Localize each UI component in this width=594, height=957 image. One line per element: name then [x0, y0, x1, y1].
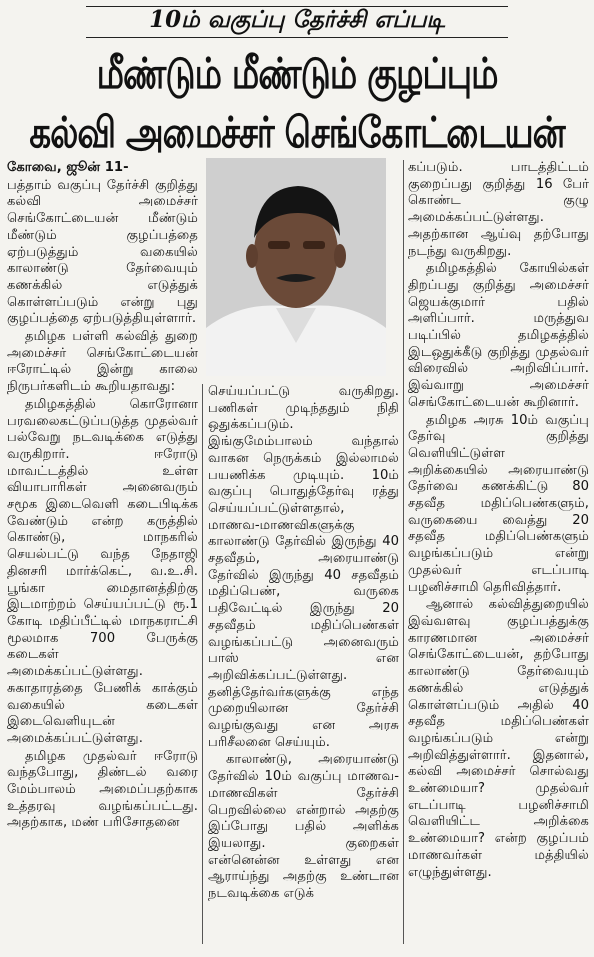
paragraph: செய்யப்பட்டு வருகிறது. பணிகள் முடிந்ததும் நிதி ஒதுக்கப்படும். இங்குமேம்பாலம் வந்தால் வாகன நெருக்கம் இல்லாமல் பயணிக்க முடியும். 10ம் வகுப்பு பொதுத்தேர்வு ரத்து செய்யப்பட்டுள்ளதால், மாணவ-மாணவிகளுக்கு காலாண்டு தேர்வில் இருந்து 40 சதவீதம், அரையாண்டு தேர்வில் இருந்து 40 சதவீதம் மதிப்பெண், வருகை பதிவேட்டில் இருந்து 20 சதவீதம் மதிப்பெண்கள் வழங்கப்பட்டு அனைவரும் பாஸ் என அறிவிக்கப்பட்டுள்ளது. தனித்தேர்வர்களுக்கு எந்த முறையிலான தேர்ச்சி வழங்குவது என அரசு பரிசீலனை செய்யும்.: [208, 384, 399, 750]
column-divider: [403, 384, 404, 944]
headline-line-2: கல்வி அமைச்சர் செங்கோட்டையன்: [29, 108, 565, 158]
dateline-paragraph: [7, 160, 198, 177]
column-divider: [403, 160, 404, 384]
headline-line-1: மீண்டும் மீண்டும் குழப்பும்: [96, 49, 498, 99]
kicker: 10ம் வகுப்பு தேர்ச்சி எப்படி: [149, 6, 445, 33]
paragraph: தமிழக முதல்வர் ஈரோடு வந்தபோது, திண்டல் வரை மேம்பாலம் அமைப்பதற்காக உத்தரவு வழங்கப்பட்டது. அதற்காக, மண் பரிசோதனை: [7, 748, 198, 831]
paragraph: தமிழகத்தில் கோயில்கள் திறப்பது குறித்து அமைச்சர் ஜெயக்குமார் பதில் அளிப்பார். மருத்துவ படிப்பில் தமிழகத்தில் இடஒதுக்கீடு குறித்து முதல்வர் விரைவில் அறிவிப்பார். இவ்வாறு அமைச்சர் செங்கோட்டையன் கூறினார்.: [408, 261, 589, 410]
column-3: [408, 160, 589, 955]
paragraph: தமிழக பள்ளி கல்வித் துறை அமைச்சர் செங்கோட்டையன் ஈரோட்டில் இன்று காலை நிருபர்களிடம் கூறியதாவது:: [7, 329, 198, 395]
column-2: [208, 384, 399, 954]
paragraph: ஆனால் கல்வித்துறையில் இவ்வளவு குழப்பத்துக்கு காரணமான அமைச்சர் செங்கோட்டையன், தற்போது காலாண்டு தேர்வையும் கணக்கில் எடுத்துக் கொள்ளப்படும் அதில் 40 சதவீத மதிப்பெண்கள் வழங்கப்படும் என்று அறிவித்துள்ளார். இதனால், கல்வி அமைச்சர் சொல்வது உண்மையா? முதல்வர் எடப்பாடி பழனிச்சாமி வெளியிட்ட அறிக்கை உண்மையா? என்ற குழப்பம் மாணவர்கள் மத்தியில் எழுந்துள்ளது.: [408, 597, 589, 880]
column-divider: [202, 384, 203, 944]
minister-photo: [206, 158, 386, 376]
column-1: [7, 160, 198, 955]
kicker-rule-bottom: [86, 37, 508, 38]
paragraph: பத்தாம் வகுப்பு தேர்ச்சி குறித்து கல்வி அமைச்சர் செங்கோட்டையன் மீண்டும் மீண்டும் குழப்பத்தை ஏற்படுத்தும் வகையில் காலாண்டு தேர்வையும் கணக்கில் எடுத்துக் கொள்ளப்படும் என்று புது குழப்பத்தை ஏற்படுத்தியுள்ளார்.: [7, 177, 198, 327]
paragraph: தமிழகத்தில் கொரோனா பரவலைகட்டுப்படுத்த முதல்வர் பல்வேறு நடவடிக்கை எடுத்து வருகிறார். ஈரோடு மாவட்டத்தில் உள்ள வியாபாரிகள் அனைவரும் சமூக இடைவெளி கடைபிடிக்க வேண்டும் என்ற கருத்தில் கொண்டு, மாநகரில் செயல்பட்டு வந்த நேதாஜி தினசரி மார்க்கெட், வ.உ.சி. பூங்கா மைதானத்திற்கு இடமாற்றம் செய்யப்பட்டு ரூ.1 கோடி மதிப்பீட்டில் மாநகராட்சி மூலமாக 700 பேருக்கு கடைகள் அமைக்கப்பட்டுள்ளது. சுகாதாரத்தை பேணிக் காக்கும் வகையில் கடைகள் இடைவெளியுடன் அமைக்கப்பட்டுள்ளது.: [7, 396, 198, 746]
dateline: கோவை, ஜூன் 11-: [7, 160, 129, 175]
paragraph: கப்படும். பாடத்திட்டம் குறைப்பது குறித்து 16 பேர் கொண்ட குழு அமைக்கப்பட்டுள்ளது. அதற்கான ஆய்வு தற்போது நடந்து வருகிறது.: [408, 160, 589, 259]
paragraph: தமிழக அரசு 10ம் வகுப்பு தேர்வு குறித்து வெளியிட்டுள்ள அறிக்கையில் அரையாண்டு தேர்வை கணக்கிட்டு 80 சதவீத மதிப்பெண்களும், வருகையை வைத்து 20 சதவீத மதிப்பெண்களும் வழங்கப்படும் என்று முதல்வர் எடப்பாடி பழனிச்சாமி தெரிவித்தார்.: [408, 412, 589, 595]
paragraph: காலாண்டு, அரையாண்டு தேர்வில் 10ம் வகுப்பு மாணவ-மாணவிகள் தேர்ச்சி பெறவில்லை என்றால் அதற்கு இப்போது பதில் அளிக்க இயலாது. குறைகள் என்னென்ன உள்ளது என ஆராய்ந்து அதற்கு உண்டான நடவடிக்கை எடுக்: [208, 752, 399, 902]
